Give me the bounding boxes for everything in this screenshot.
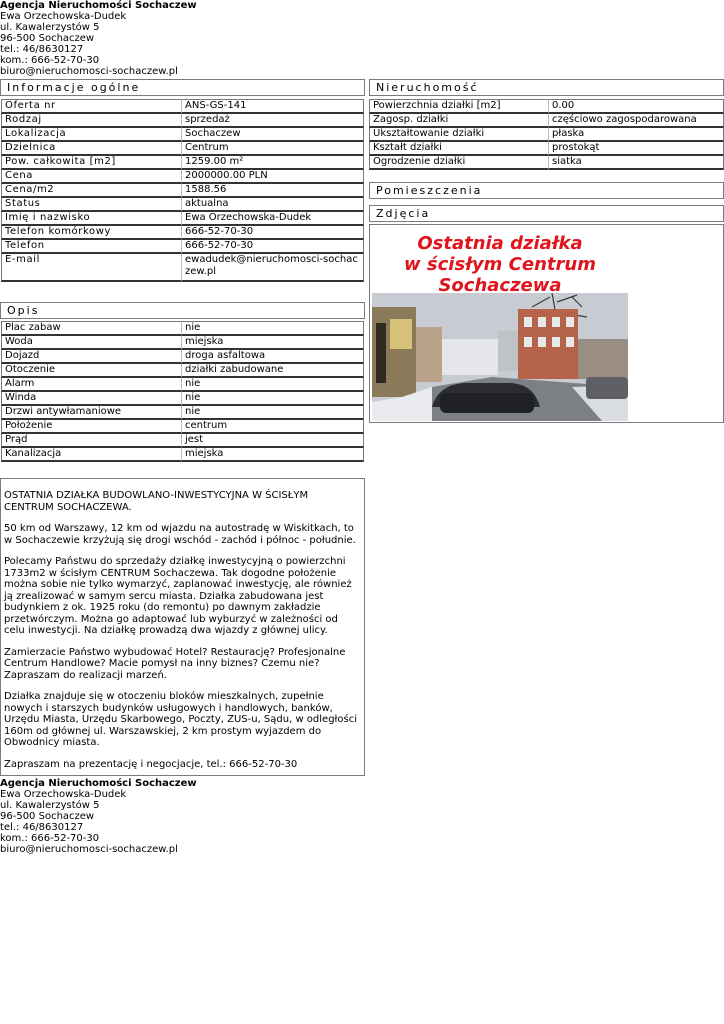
offer-description — [0, 478, 365, 776]
photo-caption-line1: Ostatnia działka — [417, 233, 583, 254]
photo-caption-line2: w ścisłym Centrum — [404, 254, 596, 275]
table-row — [369, 156, 724, 170]
table-row — [1, 226, 364, 240]
row-value: działki zabudowane — [182, 364, 364, 378]
row-value: 2000000.00 PLN — [182, 170, 364, 184]
agency-mobile: kom.: 666-52-70-30 — [0, 833, 100, 844]
row-key: Telefon komórkowy — [1, 226, 182, 240]
row-key: Ukształtowanie działki — [369, 128, 549, 142]
agency-person: Ewa Orzechowska-Dudek — [0, 789, 127, 800]
description-paragraph: 50 km od Warszawy, 12 km od wjazdu na autostradę w Wiskitkach, to w Sochaczewie krzyżują się drogi wschód - zachód i północ - południe. — [4, 523, 356, 546]
table-row — [1, 406, 364, 420]
table-row — [1, 156, 364, 170]
row-value: miejska — [182, 336, 364, 350]
agency-name: Agencja Nieruchomości Sochaczew — [0, 0, 197, 11]
row-value: Ewa Orzechowska-Dudek — [182, 212, 364, 226]
row-value: częściowo zagospodarowana — [549, 114, 724, 128]
row-key: Powierzchnia działki [m2] — [369, 99, 549, 114]
agency-mobile: kom.: 666-52-70-30 — [0, 55, 100, 66]
table-row — [1, 212, 364, 226]
description-paragraph: Zamierzacie Państwo wybudować Hotel? Restaurację? Profesjonalne Centrum Handlowe? Macie pomysł na inny biznes? Czemu nie? Zapraszam do realizacji marzeń. — [4, 646, 346, 681]
agency-tel: tel.: 46/8630127 — [0, 44, 84, 55]
agency-name: Agencja Nieruchomości Sochaczew — [0, 778, 197, 789]
description-paragraph: Polecamy Państwu do sprzedaży działkę inwestycyjną o powierzchni 1733m2 w ścisłym CENTRUM Sochaczewa. Tak dogodne położenie można sobie nie tylko wymarzyć, zaplanować inwestycję, ale również ją zrealizować w samym sercu miasta. Działka zabudowana jest budynkiem z ok. 1925 roku (do remontu) po dawnym zakładzie przetwórczym. Można go adaptować lub wyburzyć w zależności od celu inwestycji. Na działkę prowadzą dwa wjazdy z głównej ulicy. — [4, 556, 352, 636]
table-row — [1, 254, 364, 282]
row-key: Kształt działki — [369, 142, 549, 156]
rooms-title-text: Pomieszczenia — [376, 184, 483, 197]
table-row — [369, 114, 724, 128]
table-row — [1, 170, 364, 184]
row-value: centrum — [182, 420, 364, 434]
table-row — [1, 114, 364, 128]
table-row — [369, 142, 724, 156]
row-key: Lokalizacja — [1, 128, 182, 142]
property-title-text: Nieruchomość — [376, 81, 479, 94]
table-row — [1, 364, 364, 378]
property-section-title — [369, 79, 724, 96]
general-info-table — [1, 99, 364, 282]
row-value: miejska — [182, 448, 364, 462]
agency-footer — [0, 778, 197, 855]
opis-section-title — [0, 302, 365, 319]
row-key: Woda — [1, 336, 182, 350]
agency-street: ul. Kawalerzystów 5 — [0, 800, 100, 811]
agency-email[interactable]: biuro@nieruchomosci-sochaczew.pl — [0, 66, 178, 77]
description-paragraph: Działka znajduje się w otoczeniu bloków mieszkalnych, zupełnie nowych i starszych budynków usługowych i handlowych, banków, Urzędu Miasta, Urzędu Skarbowego, Poczty, ZUS-u, Sądu, w odległości 160m od głównej ul. Warszawskiej, 2 km prostym wyjazdem do Obwodnicy miasta. — [4, 691, 357, 748]
table-row — [1, 378, 364, 392]
description-paragraph: Zapraszam na prezentację i negocjacje, tel.: 666-52-70-30 — [4, 758, 298, 770]
row-value: prostokąt — [549, 142, 724, 156]
row-value: ANS-GS-141 — [182, 99, 364, 114]
agency-tel: tel.: 46/8630127 — [0, 822, 84, 833]
agency-header — [0, 0, 197, 77]
row-value: 1259.00 m² — [182, 156, 364, 170]
row-value: nie — [182, 392, 364, 406]
table-row — [1, 99, 364, 114]
table-row — [1, 420, 364, 434]
description-paragraph: OSTATNIA DZIAŁKA BUDOWLANO-INWESTYCYJNA W ŚCISŁYM CENTRUM SOCHACZEWA. — [4, 490, 309, 513]
row-key: Plac zabaw — [1, 321, 182, 336]
table-row — [1, 142, 364, 156]
general-section-title — [0, 79, 365, 96]
row-key: Alarm — [1, 378, 182, 392]
row-value: Sochaczew — [182, 128, 364, 142]
row-key: Telefon — [1, 240, 182, 254]
table-row — [1, 240, 364, 254]
row-key: Cena — [1, 170, 182, 184]
table-row — [1, 198, 364, 212]
table-row — [1, 184, 364, 198]
table-row — [1, 128, 364, 142]
row-key: Dojazd — [1, 350, 182, 364]
table-row — [1, 336, 364, 350]
row-value: nie — [182, 321, 364, 336]
row-key: Imię i nazwisko — [1, 212, 182, 226]
row-value: nie — [182, 378, 364, 392]
agency-city: 96-500 Sochaczew — [0, 33, 95, 44]
row-key: Kanalizacja — [1, 448, 182, 462]
row-key: Ogrodzenie działki — [369, 156, 549, 170]
table-row — [1, 350, 364, 364]
row-key: Drzwi antywłamaniowe — [1, 406, 182, 420]
row-key: Dzielnica — [1, 142, 182, 156]
row-key: Rodzaj — [1, 114, 182, 128]
row-key: Zagosp. działki — [369, 114, 549, 128]
table-row — [1, 392, 364, 406]
row-value: jest — [182, 434, 364, 448]
row-value: droga asfaltowa — [182, 350, 364, 364]
row-key: Prąd — [1, 434, 182, 448]
table-row — [1, 321, 364, 336]
row-key: Otoczenie — [1, 364, 182, 378]
table-row — [1, 448, 364, 462]
row-key: Pow. całkowita [m2] — [1, 156, 182, 170]
row-value[interactable]: ewadudek@nieruchomosci-sochaczew.pl — [182, 254, 364, 282]
row-value: nie — [182, 406, 364, 420]
photo-caption-line3: Sochaczewa — [438, 275, 562, 296]
table-row — [1, 434, 364, 448]
property-photo[interactable] — [372, 227, 628, 421]
row-value: Centrum — [182, 142, 364, 156]
row-value: aktualna — [182, 198, 364, 212]
row-key: Winda — [1, 392, 182, 406]
agency-person: Ewa Orzechowska-Dudek — [0, 11, 127, 22]
photos-title-text: Zdjęcia — [376, 207, 431, 220]
row-value: sprzedaż — [182, 114, 364, 128]
row-value: 1588.56 — [182, 184, 364, 198]
row-key: Status — [1, 198, 182, 212]
table-row — [369, 99, 724, 114]
table-row — [369, 128, 724, 142]
row-value: 666-52-70-30 — [182, 226, 364, 240]
agency-street: ul. Kawalerzystów 5 — [0, 22, 100, 33]
agency-city: 96-500 Sochaczew — [0, 811, 95, 822]
opis-table — [1, 321, 364, 462]
opis-title-text: Opis — [7, 304, 40, 317]
row-value: 0.00 — [549, 99, 724, 114]
property-table — [369, 99, 724, 170]
row-key: E-mail — [1, 254, 182, 282]
row-value: 666-52-70-30 — [182, 240, 364, 254]
rooms-section-title — [369, 182, 724, 199]
row-value: płaska — [549, 128, 724, 142]
row-key: Cena/m2 — [1, 184, 182, 198]
photos-section-title — [369, 205, 724, 222]
row-value: siatka — [549, 156, 724, 170]
general-title-text: Informacje ogólne — [7, 81, 141, 94]
photos-box — [369, 224, 724, 423]
row-key: Położenie — [1, 420, 182, 434]
row-key: Oferta nr — [1, 99, 182, 114]
agency-email[interactable]: biuro@nieruchomosci-sochaczew.pl — [0, 844, 178, 855]
